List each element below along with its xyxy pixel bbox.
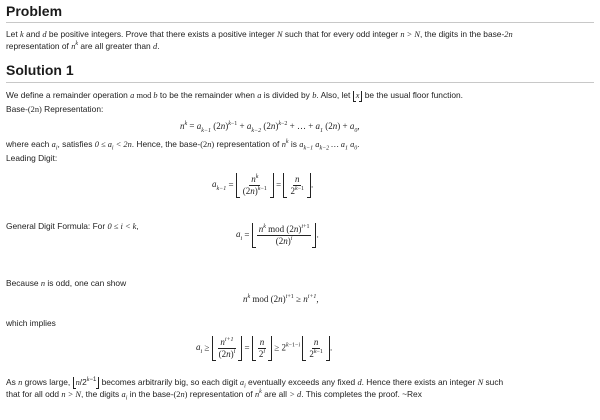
general-digit-label: General Digit Formula: For 0 ≤ i < k, bbox=[6, 221, 139, 231]
base-rep-label: Base-(2n) Representation: bbox=[6, 104, 104, 114]
leading-digit-equation: $a_{k-1}$ = $\frac{n^k}{(2n)^{k-1}}$ = $\frac{n}{2^{k-1}}$ . bbox=[212, 174, 314, 197]
problem-divider bbox=[6, 22, 594, 23]
mod-inequality: $n^k$ mod $(2n)^{i+1} \ge n^{i+1}$, bbox=[243, 294, 319, 304]
solution-heading: Solution 1 bbox=[6, 62, 74, 78]
digit-lower-bound: $a_i$ ≥ $\frac{n^{i+1}}{(2n)^i}$ = $\frac{n}{2^i}$ ≥ $2^{k-1-i}$ $\frac{n}{2^{k-1}}$ . bbox=[196, 337, 333, 360]
general-digit-equation: $a_i$ = $\frac{n^k mod (2n)^{i+1}}{(2n)^i}$ . bbox=[236, 224, 319, 247]
definition-text: We define a remainder operation a mod b to be the remainder when a is divided by b. Also, let x be the usual floor function. bbox=[6, 90, 463, 100]
problem-statement: Let k and d be positive integers. Prove that there exists a positive integer N such that for every odd integer n > N, the digits in the base-2n representation of $n^k$ are all greater than d. bbox=[6, 29, 513, 51]
base-expansion-equation: $n^k = a_{k-1}$ $(2n)^{k-1} + a_{k-2}$ $(2n)^{k-2}$ + … + $a_1$ $(2n) + a_0$, bbox=[180, 121, 360, 134]
implies-label: which implies bbox=[6, 318, 56, 328]
solution-divider bbox=[6, 82, 594, 83]
leading-digit-label: Leading Digit: bbox=[6, 153, 58, 163]
digit-range-text: where each $a_i$, satisfies $0 \le a_i < 2n$. Hence, the base-(2n) representation of $n^k$ is $a_{k-1}$ $a_{k-2}$ … $a_1$ $a_0$. bbox=[6, 139, 360, 152]
problem-heading: Problem bbox=[6, 3, 63, 19]
conclusion: As n grows large, $n/2^{k-1}$ becomes arbitrarily big, so each digit $a_i$ eventually exceeds any fixed d. Hence there exists an integer N such that for all odd n > N, the digits $a_i$ in the base-(2n) representation of $n^k$ are all > d. This completes the proof. ~Rex bbox=[6, 377, 504, 402]
odd-remark: Because n is odd, one can show bbox=[6, 278, 127, 288]
